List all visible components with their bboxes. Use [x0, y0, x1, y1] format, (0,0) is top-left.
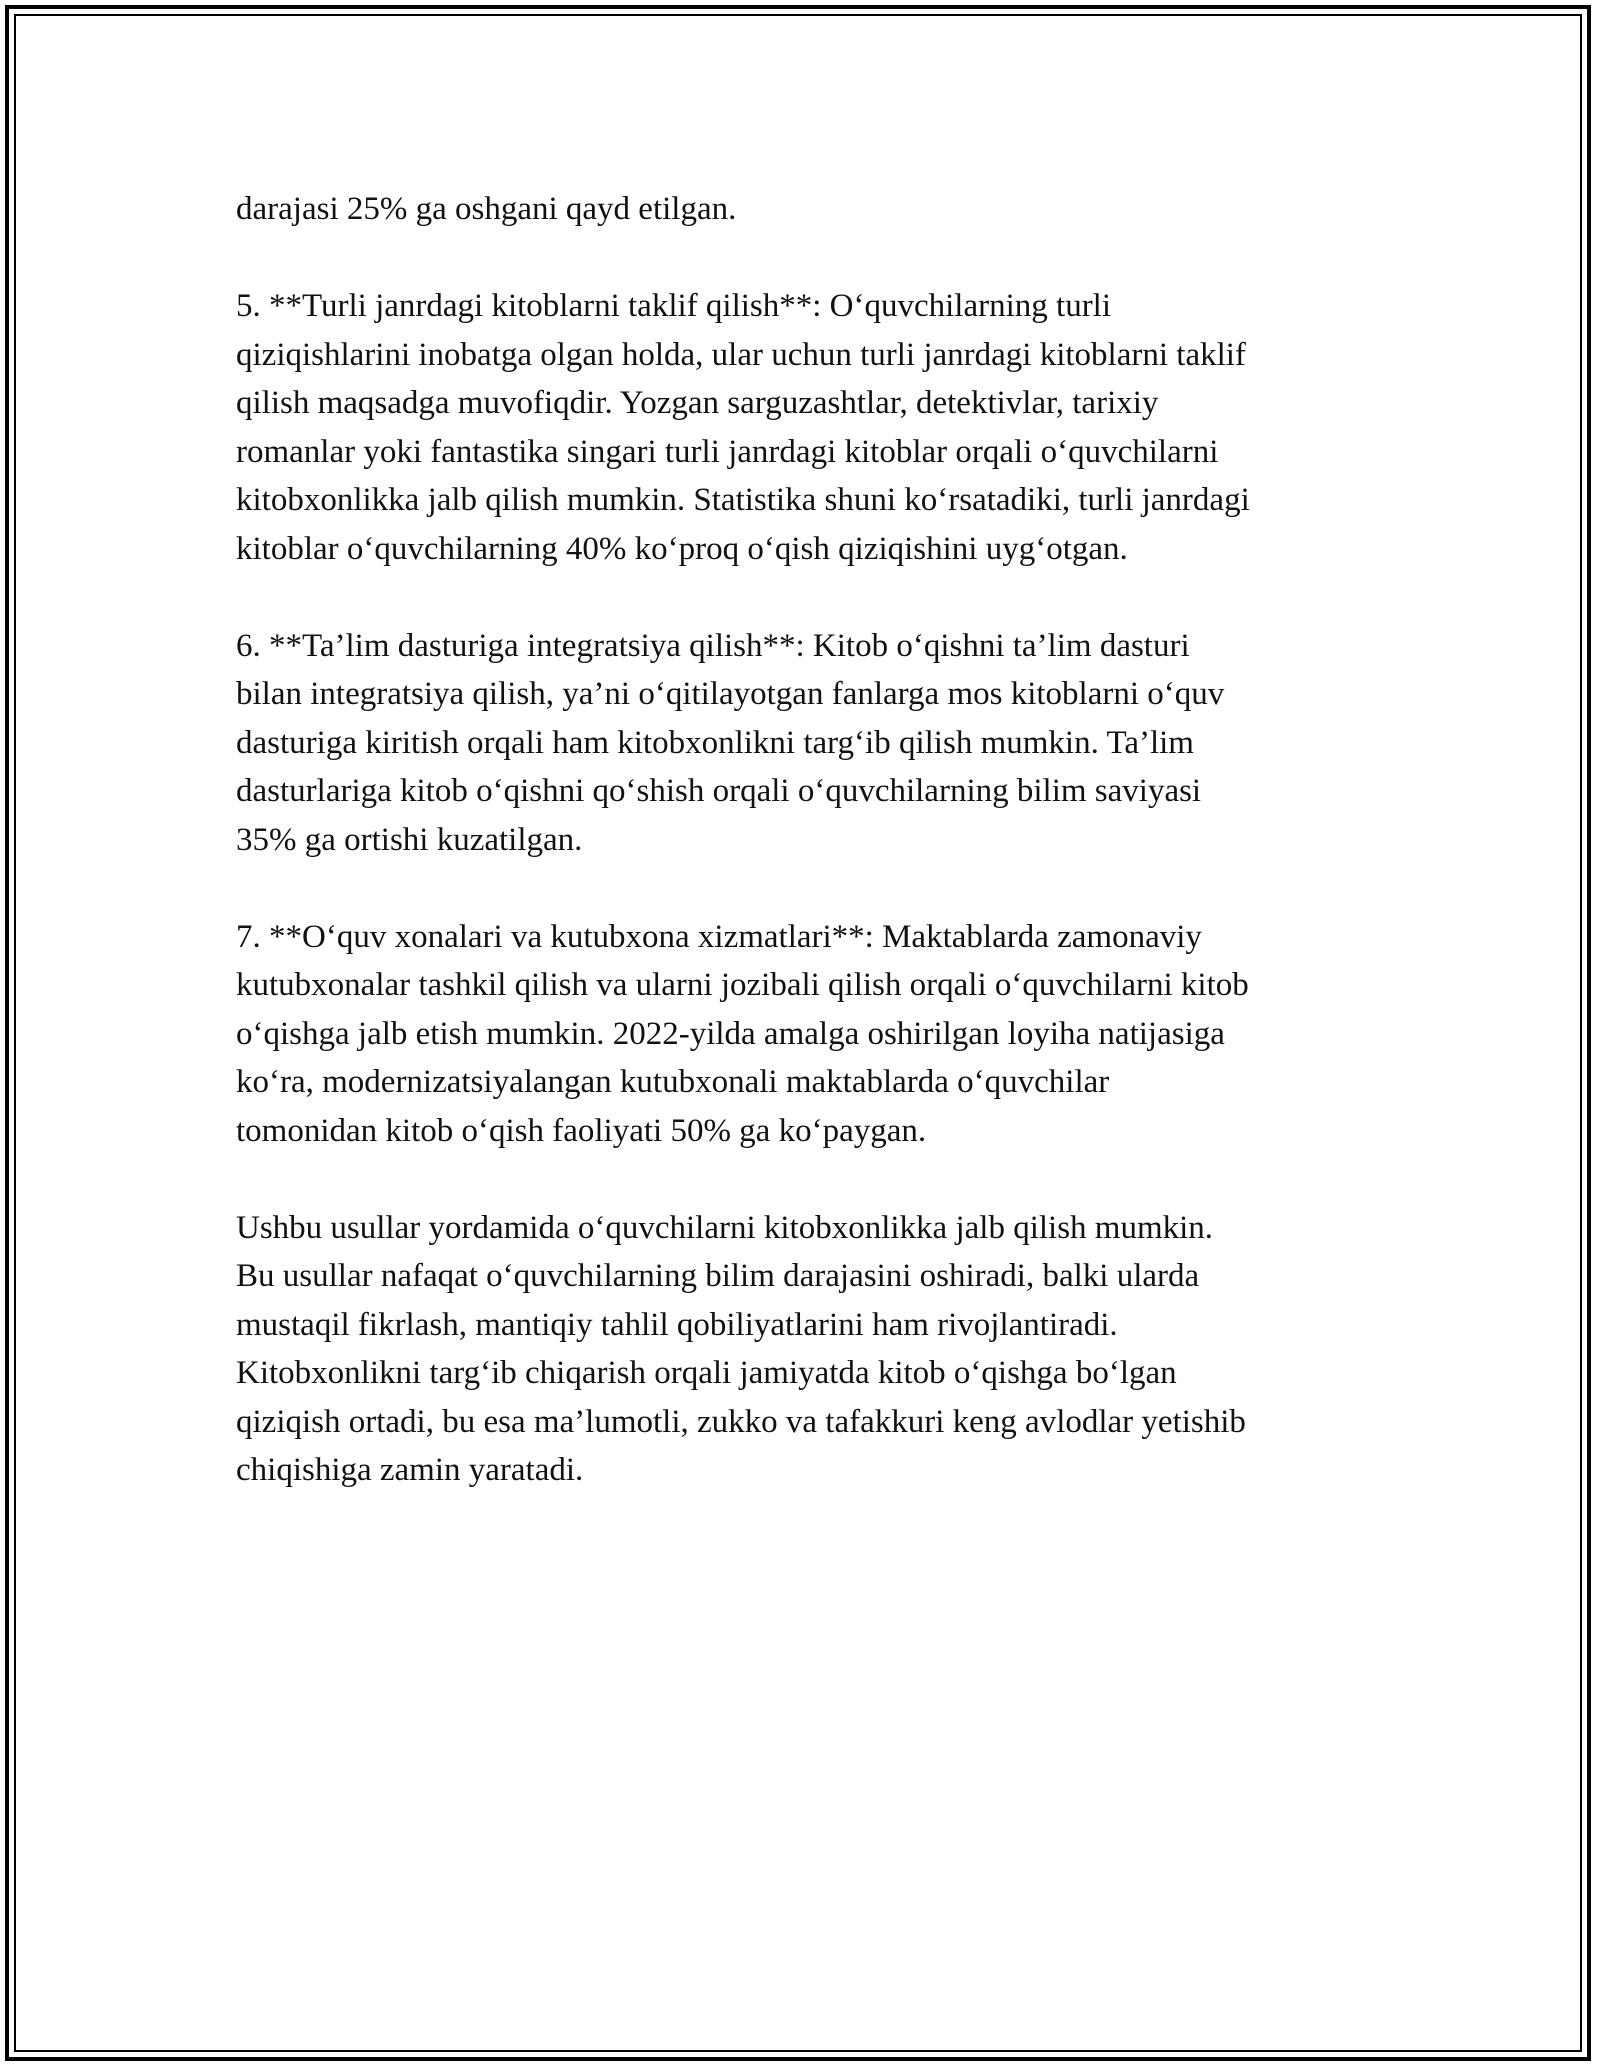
paragraph-item-6: 6. **Ta’lim dasturiga integratsiya qilish**: Kitob o‘qishni ta’lim dasturi bilan integratsiya qilish, ya’ni o‘qitilayotgan fanlarga mos kitoblarni o‘quv dasturiga kiritish orqali ham kitobxonlikni targ‘ib qilish mumkin. Ta’lim dasturlariga kitob o‘qishni qo‘shish orqali o‘quvchilarning bilim saviyasi 35% ga ortishi kuzatilgan.: [236, 627, 1225, 858]
paragraph-conclusion: Ushbu usullar yordamida o‘quvchilarni kitobxonlikka jalb qilish mumkin. Bu usullar nafaqat o‘quvchilarning bilim darajasini oshiradi, balki ularda mustaqil fikrlash, mantiqiy tahlil qobiliyatlarini ham rivojlantiradi. Kitobxonlikni targ‘ib chiqarish orqali jamiyatda kitob o‘qishga bo‘lgan qiziqish ortadi, bu esa ma’lumotli, zukko va tafakkuri keng avlodlar yetishib chiqishiga zamin yaratadi.: [236, 1209, 1246, 1488]
paragraph-continuation: darajasi 25% ga oshgani qayd etilgan.: [236, 191, 737, 227]
document-body: [236, 185, 1376, 1543]
paragraph-item-7: 7. **O‘quv xonalari va kutubxona xizmatlari**: Maktablarda zamonaviy kutubxonalar tashkil qilish va ularni jozibali qilish orqali o‘quvchilarni kitob o‘qishga jalb etish mumkin. 2022-yilda amalga oshirilgan loyiha natijasiga ko‘ra, modernizatsiyalangan kutubxonali maktablarda o‘quvchilar tomonidan kitob o‘qish faoliyati 50% ga ko‘paygan.: [236, 918, 1249, 1149]
paragraph-item-5: 5. **Turli janrdagi kitoblarni taklif qilish**: O‘quvchilarning turli qiziqishlarini inobatga olgan holda, ular uchun turli janrdagi kitoblarni taklif qilish maqsadga muvofiqdir. Yozgan sarguzashtlar, detektivlar, tarixiy romanlar yoki fantastika singari turli janrdagi kitoblar orqali o‘quvchilarni kitobxonlikka jalb qilish mumkin. Statistika shuni ko‘rsatadiki, turli janrdagi kitoblar o‘quvchilarning 40% ko‘proq o‘qish qiziqishini uyg‘otgan.: [236, 288, 1250, 567]
